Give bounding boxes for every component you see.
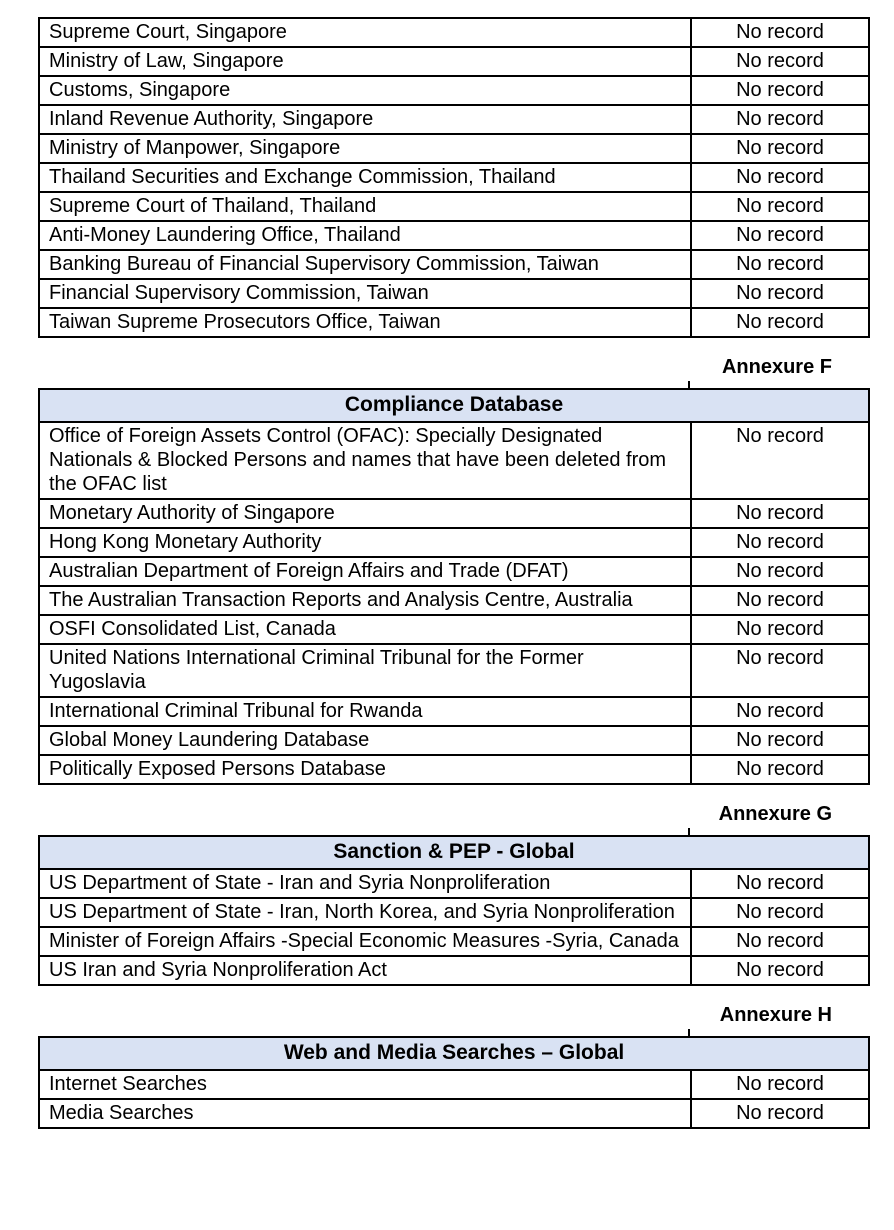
result-cell: No record xyxy=(691,1070,869,1099)
result-cell: No record xyxy=(691,18,869,47)
annexure-section xyxy=(38,356,868,785)
source-cell: Ministry of Law, Singapore xyxy=(39,47,691,76)
table-row xyxy=(39,557,869,586)
table-row xyxy=(39,956,869,985)
table-row xyxy=(39,1099,869,1128)
table-title: Compliance Database xyxy=(39,389,869,422)
source-cell: Politically Exposed Persons Database xyxy=(39,755,691,784)
table-row xyxy=(39,869,869,898)
table-row xyxy=(39,422,869,499)
result-cell: No record xyxy=(691,221,869,250)
table-title: Sanction & PEP - Global xyxy=(39,836,869,869)
table-row xyxy=(39,221,869,250)
annexure-section xyxy=(38,803,868,986)
table-row xyxy=(39,163,869,192)
result-cell: No record xyxy=(691,528,869,557)
table-header-row xyxy=(39,389,869,422)
source-cell: Minister of Foreign Affairs -Special Economic Measures -Syria, Canada xyxy=(39,927,691,956)
source-cell: Anti-Money Laundering Office, Thailand xyxy=(39,221,691,250)
source-cell: OSFI Consolidated List, Canada xyxy=(39,615,691,644)
source-cell: Media Searches xyxy=(39,1099,691,1128)
result-cell: No record xyxy=(691,726,869,755)
result-cell: No record xyxy=(691,898,869,927)
table-row xyxy=(39,18,869,47)
table-row xyxy=(39,898,869,927)
table-wrapper xyxy=(38,1036,868,1129)
result-cell: No record xyxy=(691,615,869,644)
table-row xyxy=(39,644,869,697)
table-row xyxy=(39,755,869,784)
result-cell: No record xyxy=(691,697,869,726)
annexure-section xyxy=(38,17,868,338)
source-cell: Hong Kong Monetary Authority xyxy=(39,528,691,557)
table-row xyxy=(39,499,869,528)
source-cell: Inland Revenue Authority, Singapore xyxy=(39,105,691,134)
source-cell: Banking Bureau of Financial Supervisory Commission, Taiwan xyxy=(39,250,691,279)
source-cell: Global Money Laundering Database xyxy=(39,726,691,755)
table-row xyxy=(39,250,869,279)
source-cell: The Australian Transaction Reports and Analysis Centre, Australia xyxy=(39,586,691,615)
table-row xyxy=(39,308,869,337)
result-cell: No record xyxy=(691,134,869,163)
source-cell: Supreme Court, Singapore xyxy=(39,18,691,47)
annexure-label: Annexure H xyxy=(719,1004,832,1026)
result-cell: No record xyxy=(691,76,869,105)
source-cell: Office of Foreign Assets Control (OFAC): Specially Designated Nationals & Blocked Persons and names that have been deleted from the OFAC list xyxy=(39,422,691,499)
screening-table xyxy=(38,17,870,338)
source-cell: Customs, Singapore xyxy=(39,76,691,105)
table-row xyxy=(39,1070,869,1099)
column-divider-nub xyxy=(688,1029,690,1036)
source-cell: Taiwan Supreme Prosecutors Office, Taiwan xyxy=(39,308,691,337)
result-cell: No record xyxy=(691,422,869,499)
annexure-section xyxy=(38,1004,868,1129)
table-row xyxy=(39,697,869,726)
source-cell: US Department of State - Iran, North Korea, and Syria Nonproliferation xyxy=(39,898,691,927)
table-row xyxy=(39,528,869,557)
result-cell: No record xyxy=(691,1099,869,1128)
result-cell: No record xyxy=(691,163,869,192)
table-title: Web and Media Searches – Global xyxy=(39,1037,869,1070)
screening-table xyxy=(38,388,870,785)
source-cell: United Nations International Criminal Tribunal for the Former Yugoslavia xyxy=(39,644,691,697)
source-cell: US Department of State - Iran and Syria Nonproliferation xyxy=(39,869,691,898)
result-cell: No record xyxy=(691,105,869,134)
column-divider-nub xyxy=(688,381,690,388)
annexure-label: Annexure G xyxy=(718,803,832,825)
result-cell: No record xyxy=(691,956,869,985)
column-divider-nub xyxy=(688,828,690,835)
result-cell: No record xyxy=(691,644,869,697)
table-row xyxy=(39,76,869,105)
table-row xyxy=(39,192,869,221)
table-wrapper xyxy=(38,835,868,986)
table-header-row xyxy=(39,1037,869,1070)
annexure-label: Annexure F xyxy=(721,356,832,378)
source-cell: Thailand Securities and Exchange Commission, Thailand xyxy=(39,163,691,192)
table-row xyxy=(39,726,869,755)
source-cell: Supreme Court of Thailand, Thailand xyxy=(39,192,691,221)
annexure-report xyxy=(38,17,868,1129)
result-cell: No record xyxy=(691,755,869,784)
table-row xyxy=(39,279,869,308)
source-cell: Ministry of Manpower, Singapore xyxy=(39,134,691,163)
result-cell: No record xyxy=(691,47,869,76)
screening-table xyxy=(38,835,870,986)
result-cell: No record xyxy=(691,499,869,528)
result-cell: No record xyxy=(691,557,869,586)
result-cell: No record xyxy=(691,927,869,956)
table-row xyxy=(39,615,869,644)
source-cell: International Criminal Tribunal for Rwanda xyxy=(39,697,691,726)
table-header-row xyxy=(39,836,869,869)
result-cell: No record xyxy=(691,869,869,898)
result-cell: No record xyxy=(691,586,869,615)
table-row xyxy=(39,586,869,615)
source-cell: Monetary Authority of Singapore xyxy=(39,499,691,528)
table-row xyxy=(39,47,869,76)
table-wrapper xyxy=(38,388,868,785)
table-row xyxy=(39,927,869,956)
result-cell: No record xyxy=(691,192,869,221)
table-wrapper xyxy=(38,17,868,338)
source-cell: Internet Searches xyxy=(39,1070,691,1099)
result-cell: No record xyxy=(691,279,869,308)
result-cell: No record xyxy=(691,308,869,337)
source-cell: Financial Supervisory Commission, Taiwan xyxy=(39,279,691,308)
source-cell: US Iran and Syria Nonproliferation Act xyxy=(39,956,691,985)
table-row xyxy=(39,134,869,163)
screening-table xyxy=(38,1036,870,1129)
result-cell: No record xyxy=(691,250,869,279)
source-cell: Australian Department of Foreign Affairs and Trade (DFAT) xyxy=(39,557,691,586)
table-row xyxy=(39,105,869,134)
